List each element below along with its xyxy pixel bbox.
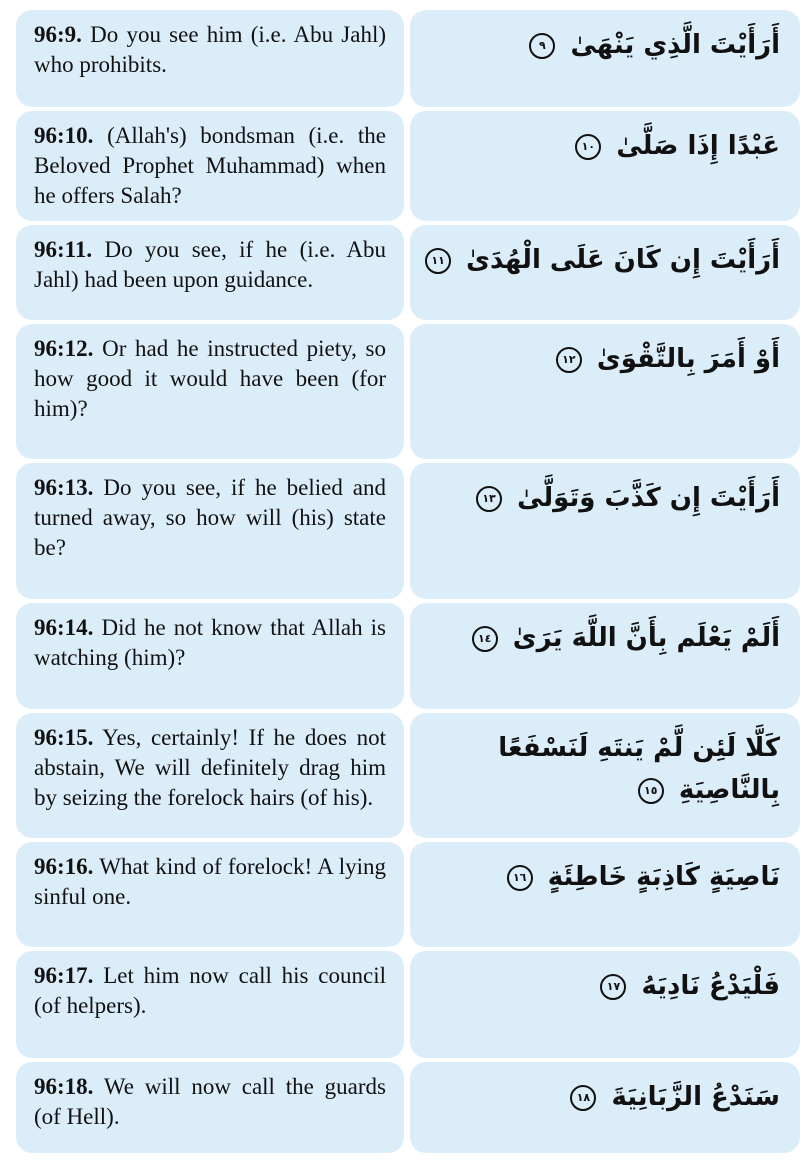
translation-text: What kind of forelock! A lying sinful one.: [34, 854, 386, 909]
verse-number-marker: ١٦: [507, 865, 533, 891]
verse-number-marker: ٩: [529, 33, 555, 59]
verse-row: [16, 10, 800, 107]
translation-cell: [16, 951, 404, 1058]
arabic-text: أَرَأَيْتَ إِن كَانَ عَلَى الْهُدَىٰ: [466, 245, 780, 275]
verse-row: [16, 713, 800, 838]
translation-text: Do you see him (i.e. Abu Jahl) who prohibits.: [34, 22, 386, 77]
verse-number-marker: ١٠: [575, 134, 601, 160]
verse-reference: 96:11.: [34, 237, 93, 262]
verse-row: [16, 111, 800, 221]
arabic-cell: [410, 463, 800, 599]
verse-reference: 96:12.: [34, 336, 94, 361]
arabic-verse: [422, 727, 780, 811]
translation-text: Do you see, if he (i.e. Abu Jahl) had been upon guidance.: [34, 237, 386, 292]
translation-text: We will now call the guards (of Hell).: [34, 1074, 386, 1129]
verse-number-marker: ١٤: [472, 626, 498, 652]
verse-number-marker: ١١: [425, 248, 451, 274]
translation-cell: [16, 713, 404, 838]
arabic-text: عَبْدًا إِذَا صَلَّىٰ: [616, 131, 780, 161]
verse-number-marker: ١٨: [570, 1085, 596, 1111]
arabic-text: أَلَمْ يَعْلَم بِأَنَّ اللَّهَ يَرَىٰ: [512, 623, 780, 653]
arabic-verse: [556, 338, 780, 380]
arabic-verse: [575, 125, 780, 167]
translation-cell: [16, 324, 404, 459]
verse-row: [16, 324, 800, 459]
arabic-text: نَاصِيَةٍ كَاذِبَةٍ خَاطِئَةٍ: [547, 862, 780, 892]
translation-cell: [16, 10, 404, 107]
arabic-cell: [410, 603, 800, 709]
translation-text: Did he not know that Allah is watching (him)?: [34, 615, 386, 670]
arabic-verse: [476, 477, 780, 519]
arabic-verse: [425, 239, 780, 281]
translation-cell: [16, 1062, 404, 1153]
arabic-text: أَوْ أَمَرَ بِالتَّقْوَىٰ: [596, 344, 780, 374]
arabic-verse: [570, 1076, 780, 1118]
arabic-cell: [410, 1062, 800, 1153]
arabic-verse: [507, 856, 780, 898]
verse-row: [16, 463, 800, 599]
arabic-verse: [472, 617, 780, 659]
arabic-cell: [410, 324, 800, 459]
arabic-verse: [529, 24, 780, 66]
arabic-text: فَلْيَدْعُ نَادِيَهُ: [641, 971, 780, 1001]
arabic-text: سَنَدْعُ الزَّبَانِيَةَ: [611, 1082, 780, 1112]
translation-cell: [16, 842, 404, 947]
arabic-cell: [410, 10, 800, 107]
verse-row: [16, 842, 800, 947]
verse-number-marker: ١٥: [638, 778, 664, 804]
verse-reference: 96:16.: [34, 854, 94, 879]
verse-row: [16, 225, 800, 320]
translation-text: Do you see, if he belied and turned away, so how will (his) state be?: [34, 475, 386, 560]
arabic-cell: [410, 842, 800, 947]
verse-number-marker: ١٣: [476, 486, 502, 512]
verse-reference: 96:10.: [34, 123, 94, 148]
arabic-verse: [600, 965, 780, 1007]
translation-cell: [16, 111, 404, 221]
translation-text: Or had he instructed piety, so how good it would have been (for him)?: [34, 336, 386, 421]
verse-number-marker: ١٢: [556, 347, 582, 373]
translation-cell: [16, 603, 404, 709]
verse-reference: 96:14.: [34, 615, 94, 640]
translation-cell: [16, 225, 404, 320]
translation-cell: [16, 463, 404, 599]
arabic-cell: [410, 111, 800, 221]
arabic-cell: [410, 225, 800, 320]
verse-reference: 96:18.: [34, 1074, 94, 1099]
arabic-text: أَرَأَيْتَ الَّذِي يَنْهَىٰ: [570, 30, 780, 60]
verse-reference: 96:15.: [34, 725, 94, 750]
translation-text: Yes, certainly! If he does not abstain, We will definitely drag him by seizing the forelock hairs (of his).: [34, 725, 386, 810]
verse-reference: 96:17.: [34, 963, 94, 988]
arabic-cell: [410, 951, 800, 1058]
verse-reference: 96:13.: [34, 475, 94, 500]
translation-text: Let him now call his council (of helpers).: [34, 963, 387, 1018]
arabic-text: أَرَأَيْتَ إِن كَذَّبَ وَتَوَلَّىٰ: [517, 483, 780, 513]
verse-number-marker: ١٧: [600, 974, 626, 1000]
verse-reference: 96:9.: [34, 22, 82, 47]
verse-row: [16, 603, 800, 709]
arabic-text: كَلَّا لَئِن لَّمْ يَنتَهِ لَنَسْفَعًا بِالنَّاصِيَةِ: [498, 733, 780, 805]
verse-row: [16, 1062, 800, 1153]
arabic-cell: [410, 713, 800, 838]
translation-text: (Allah's) bondsman (i.e. the Beloved Prophet Muhammad) when he offers Salah?: [34, 123, 387, 208]
verse-row: [16, 951, 800, 1058]
